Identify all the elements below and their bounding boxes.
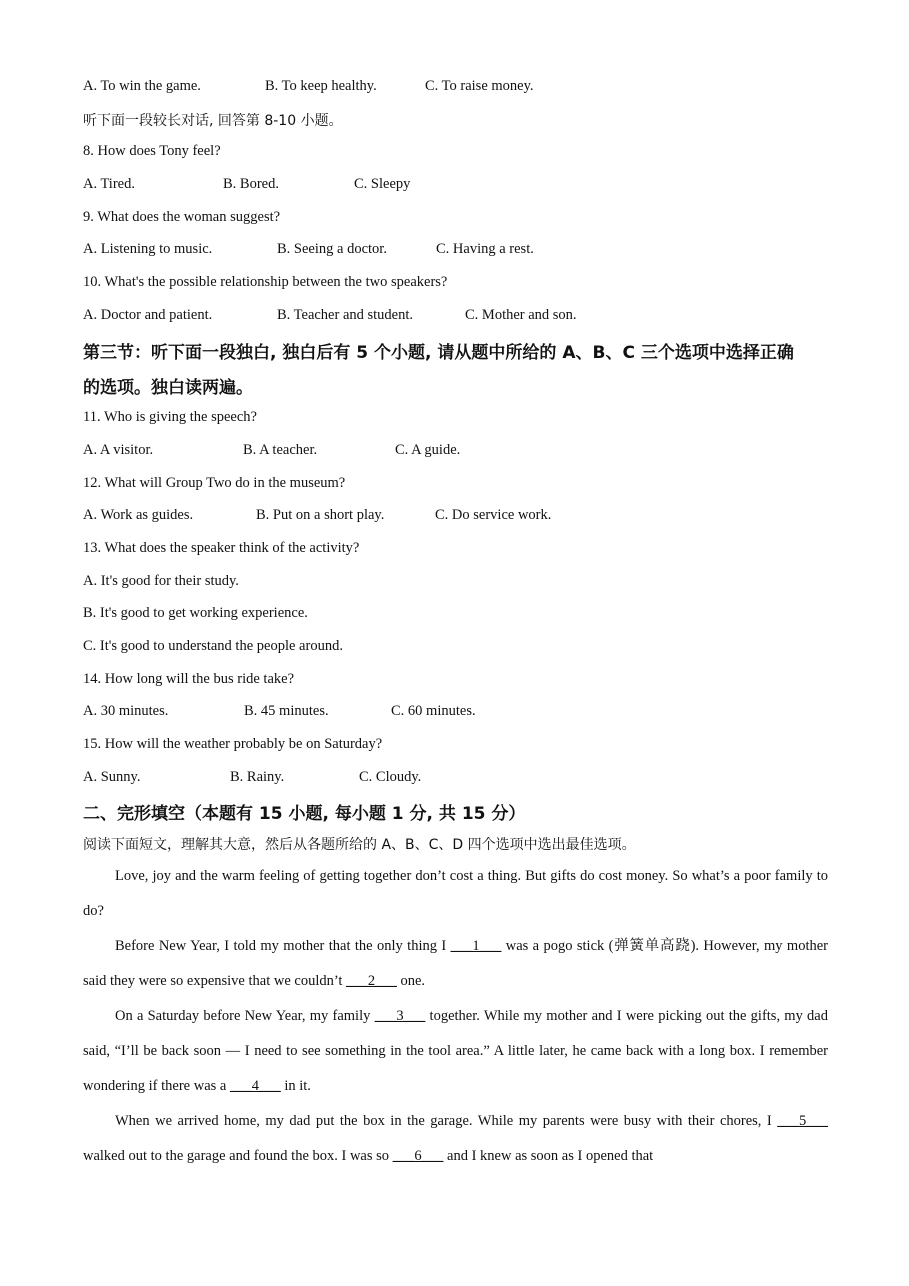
instruction-8-10: 听下面一段较长对话, 回答第 8-10 小题。 [83, 113, 343, 129]
blank-6: ___6___ [392, 1148, 444, 1164]
q14-option-b: B. 45 minutes. [244, 703, 329, 719]
q12-option-c: C. Do service work. [435, 507, 552, 523]
q10-option-c: C. Mother and son. [465, 307, 577, 323]
blank-1: ___1___ [450, 938, 502, 954]
blank-5: ___5___ [777, 1113, 828, 1129]
q11-option-a: A. A visitor. [83, 442, 154, 458]
blank-4: ___4___ [229, 1078, 281, 1094]
q10-stem: 10. What's the possible relationship between the two speakers? [83, 274, 448, 290]
q7-option-b: B. To keep healthy. [265, 78, 377, 94]
q14-option-a: A. 30 minutes. [83, 703, 169, 719]
q15-option-b: B. Rainy. [230, 769, 285, 785]
q8-option-b: B. Bored. [223, 176, 279, 192]
passage-paragraph-2: Before New Year, I told my mother that the only thing I ___1___ was a pogo stick (弹簧单高跷). However, my mother said they were so expensive that we couldn’t ___2___ one. [83, 938, 828, 989]
blank-2: ___2___ [346, 973, 397, 989]
q8-option-a: A. Tired. [83, 176, 135, 192]
q9-option-a: A. Listening to music. [83, 241, 213, 257]
q11-stem: 11. Who is giving the speech? [83, 409, 257, 425]
q9-stem: 9. What does the woman suggest? [83, 209, 281, 225]
q12-option-a: A. Work as guides. [83, 507, 194, 523]
q7-option-a: A. To win the game. [83, 78, 201, 94]
q9-option-c: C. Having a rest. [436, 241, 534, 257]
q13-option-b: B. It's good to get working experience. [83, 605, 308, 621]
q13-option-a: A. It's good for their study. [83, 573, 239, 589]
part2-heading: 二、完形填空（本题有 15 小题, 每小题 1 分, 共 15 分） [83, 804, 526, 824]
section3-heading-line1: 第三节：听下面一段独白, 独白后有 5 个小题, 请从题中所给的 A、B、C 三个选项中选择正确 [83, 343, 794, 363]
q8-stem: 8. How does Tony feel? [83, 143, 221, 159]
passage-paragraph-1: Love, joy and the warm feeling of getting together don’t cost a thing. But gifts do cost money. So what’s a poor family to do? [83, 868, 828, 919]
q13-option-c: C. It's good to understand the people around. [83, 638, 343, 654]
q15-option-c: C. Cloudy. [359, 769, 422, 785]
cloze-passage [83, 859, 828, 1174]
q12-option-b: B. Put on a short play. [256, 507, 385, 523]
q10-option-b: B. Teacher and student. [277, 307, 414, 323]
passage-paragraph-4: When we arrived home, my dad put the box in the garage. While my parents were busy with their chores, I ___5___ walked out to the garage and found the box. I was so ___6___ and I knew as soon as I opened that [83, 1113, 828, 1164]
q9-option-b: B. Seeing a doctor. [277, 241, 387, 257]
blank-3: ___3___ [374, 1008, 426, 1024]
q10-option-a: A. Doctor and patient. [83, 307, 213, 323]
q15-option-a: A. Sunny. [83, 769, 141, 785]
q11-option-c: C. A guide. [395, 442, 461, 458]
part2-instruction: 阅读下面短文，理解其大意，然后从各题所给的 A、B、C、D 四个选项中选出最佳选项。 [83, 837, 636, 853]
q14-stem: 14. How long will the bus ride take? [83, 671, 295, 687]
q13-stem: 13. What does the speaker think of the activity? [83, 540, 360, 556]
q8-option-c: C. Sleepy [354, 176, 411, 192]
section3-heading-line2: 的选项。独白读两遍。 [83, 378, 253, 398]
q7-option-c: C. To raise money. [425, 78, 534, 94]
q14-option-c: C. 60 minutes. [391, 703, 476, 719]
q11-option-b: B. A teacher. [243, 442, 318, 458]
q15-stem: 15. How will the weather probably be on Saturday? [83, 736, 383, 752]
q12-stem: 12. What will Group Two do in the museum? [83, 475, 346, 491]
passage-paragraph-3: On a Saturday before New Year, my family ___3___ together. While my mother and I were picking out the gifts, my dad said, “I’ll be back soon — I need to see something in the tool area.” A little later, he came back with a long box. I remember wondering if there was a ___4___ in it. [83, 1008, 828, 1094]
